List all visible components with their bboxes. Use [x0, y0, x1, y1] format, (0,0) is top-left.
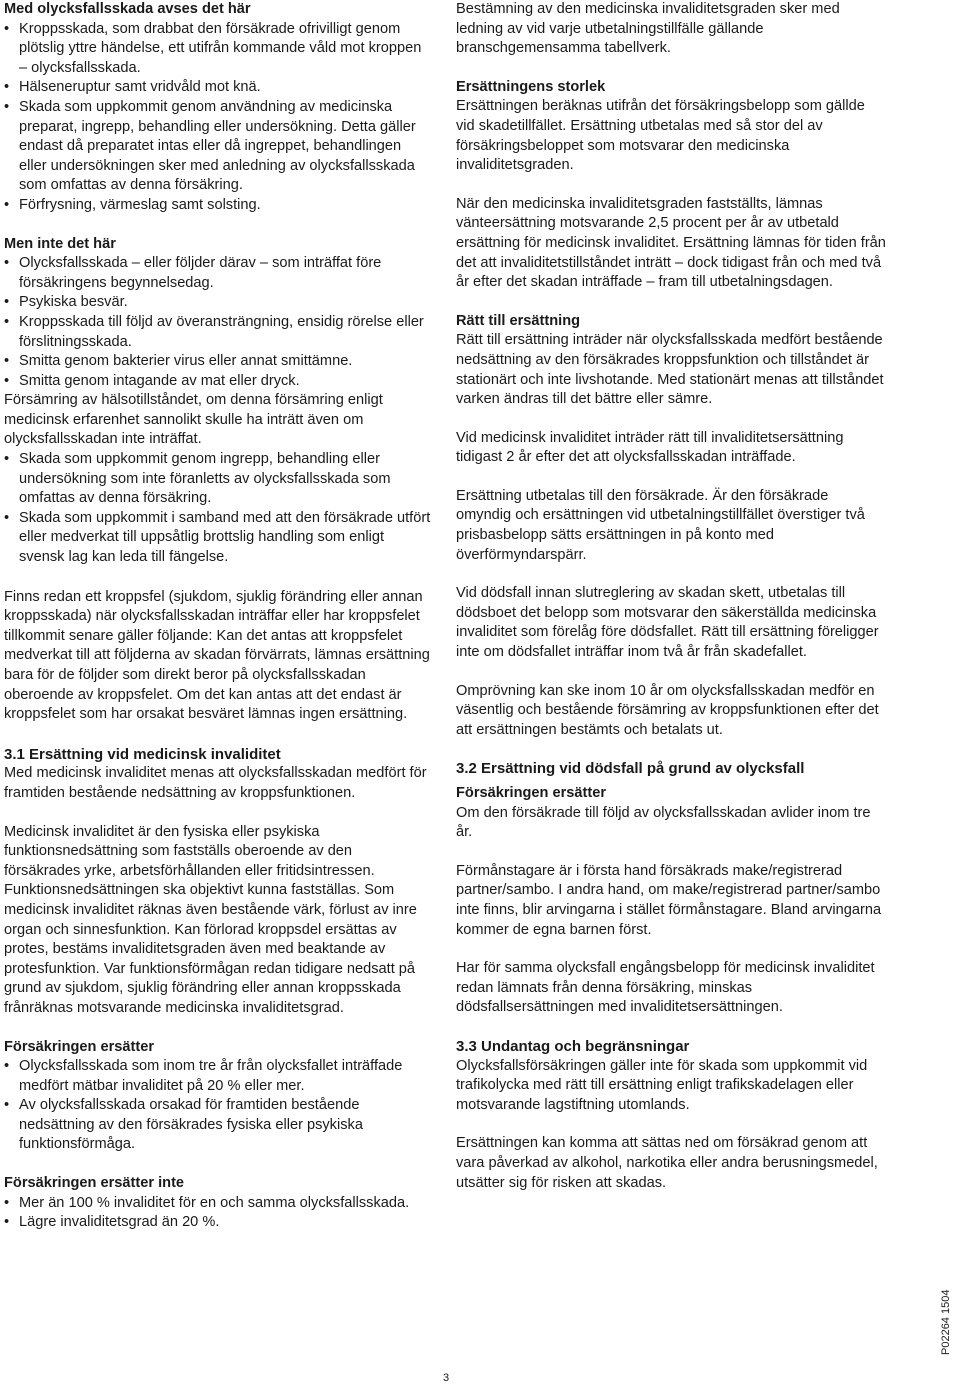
- not-covered-note: Försämring av hälsotillståndet, om denna försämring enligt medicinsk erfarenhet sannolikt skulle ha inträtt även om olycksfallsskadan inte inträffat.: [4, 392, 383, 448]
- section-3-1: [4, 745, 432, 1019]
- right-text: Rätt till ersättning inträder när olycksfallsskada medfört bestående nedsättning av den försäkrades kroppsfunktion och tillståndet är stationärt och inte livshotande. Med stationärt menas att tillståndet varken ändras till det bättre eller sämre.: [456, 332, 884, 408]
- list-item: • Skada som uppkommit genom ingrepp, behandling eller undersökning som inte föranletts av olycksfallsskada som omfattas av denna försäkring.: [4, 450, 432, 509]
- payout-text: Ersättning utbetalas till den försäkrade. Är den försäkrade omyndig och ersättningen vid utbetalningstillfället överstiger två prisbasbelopp sätts ersättningen in på konto med överförmyndarspärr.: [456, 487, 865, 563]
- preexisting-text: Finns redan ett kroppsfel (sjukdom, sjuklig förändring eller annan kroppsskada) när olycksfallsskadan inträffar eller har kroppsfelet tillkommit senare gäller följande: Kan det antas att kroppsfelet medverkat till att följderna av skadan förvärrats, lämnas ersättning bara för de följder som direkt beror på olycksfallsskadan oberoende av kroppsfelet. Om det kan antas att det endast är kroppsfelet som har orsakat besväret lämnas ingen ersättning.: [4, 588, 430, 723]
- preexisting-section: [4, 588, 432, 725]
- insurer-pays-heading: Försäkringen ersätter: [4, 1038, 155, 1055]
- section-3-2-heading: 3.2 Ersättning vid dödsfall på grund av olycksfall: [456, 760, 805, 778]
- not-covered-heading: Men inte det här: [4, 235, 116, 252]
- section-3-1-text: Med medicinsk invaliditet menas att olycksfallsskadan medfört för framtiden bestående nedsättning av kroppsfunktionen.: [4, 765, 427, 801]
- covered-heading: Med olycksfallsskada avses det här: [4, 1, 251, 17]
- section-3-3: [456, 1037, 886, 1193]
- covered-list: [4, 20, 432, 216]
- amount-heading: Ersättningens storlek: [456, 78, 606, 95]
- deduction-text: Har för samma olycksfall engångsbelopp för medicinsk invaliditet redan lämnats från denna försäkring, minskas dödsfallsersättningen med invaliditetsersättningen.: [456, 960, 875, 1016]
- section-3-3-text: Olycksfallsförsäkringen gäller inte för skada som uppkommit vid trafikolycka med rätt till ersättning enligt trafikskadelagen eller motsvarande lagstiftning utomlands.: [456, 1057, 868, 1113]
- section-3-2-text: Om den försäkrade till följd av olycksfallsskadan avlider inom tre år.: [456, 804, 871, 841]
- insurer-not-pays-section: [4, 1174, 432, 1233]
- amount-text: Ersättningen beräknas utifrån det försäkringsbelopp som gällde vid skadetillfället. Ersättning utbetalas med så stor del av försäkringsbeloppet som motsvarar den medicinska invaliditetsgraden.: [456, 98, 865, 174]
- insurer-pays-list: [4, 1057, 432, 1155]
- list-item: • Kroppsskada, som drabbat den försäkrade ofrivilligt genom plötslig yttre händelse, ett utifrån kommande våld mot kroppen – olycksfallsskada.: [4, 20, 432, 79]
- reduction-text: Ersättningen kan komma att sättas ned om försäkrad genom att vara påverkad av alkohol, narkotika eller andra berusningsmedel, utsätter sig för risken att skadas.: [456, 1135, 878, 1191]
- list-item: • Hälseneruptur samt vridvåld mot knä.: [4, 78, 432, 98]
- list-item: • Smitta genom intagande av mat eller dryck.: [4, 372, 432, 392]
- death-before-text: Vid dödsfall innan slutreglering av skadan skett, utbetalas till dödsboet det belopp som motsvarar den säkerställda medicinska invaliditet som förelåg före dödsfallet. Rätt till ersättning föreligger inte om dödsfallet inträffar inom två år från skadefallet.: [456, 585, 879, 661]
- review-text: Omprövning kan ske inom 10 år om olycksfallsskadan medför en väsentlig och bestående försämring av kroppsfunktionen efter det att ersättningen bestämts och betalats ut.: [456, 682, 879, 738]
- definition-text: Medicinsk invaliditet är den fysiska eller psykiska funktionsnedsättning som fastställs oberoende av den försäkrades yrke, arbetsförhållanden eller fritidsintressen. Funktionsnedsättningen ska objektivt kunna fastställas. Som medicinsk invaliditet räknas även bestående värk, förlust av inre organ och sinnesfunktion. Kan förlorad kroppsdel ersättas av protes, bestäms invaliditetsgraden även med beaktande av protesfunktion. Var funktionsförmågan redan tidigare nedsatt på grund av sjukdom, sjuklig förändring eller annan kroppsskada frånräknas motsvarande medicinska invaliditetsgrad.: [4, 823, 417, 1016]
- insurer-not-pays-list: [4, 1194, 432, 1233]
- list-item: • Av olycksfallsskada orsakad för framtiden bestående nedsättning av den försäkrades fysiska eller psykiska funktionsförmåga.: [4, 1096, 432, 1155]
- earliest-text: Vid medicinsk invaliditet inträder rätt till invaliditetsersättning tidigast 2 år efter det att olycksfallsskadan inträffade.: [456, 429, 844, 466]
- list-item: • Förfrysning, värmeslag samt solsting.: [4, 196, 432, 216]
- section-3-1-heading: 3.1 Ersättning vid medicinsk invaliditet: [4, 745, 281, 763]
- determination-section: [456, 0, 886, 59]
- amount-section: [456, 78, 886, 293]
- determination-text: Bestämning av den medicinska invaliditetsgraden sker med ledning av vid varje utbetalningstillfälle gällande branschgemensamma tabellverk.: [456, 1, 840, 57]
- list-item: • Skada som uppkommit genom användning av medicinska preparat, ingrepp, behandling eller undersökning. Detta gäller endast då preparatet intas eller då ingreppet, behandlingen eller undersökningen sker med anledning av olycksfallsskada som omfattas av denna försäkring.: [4, 98, 432, 196]
- right-to-compensation-section: [456, 312, 886, 741]
- list-item: • Mer än 100 % invaliditet för en och samma olycksfallsskada.: [4, 1194, 432, 1214]
- list-item: • Kroppsskada till följd av överansträngning, ensidig rörelse eller förslitningsskada.: [4, 313, 432, 352]
- not-covered-list: [4, 254, 432, 391]
- insurer-not-pays-heading: Försäkringen ersätter inte: [4, 1175, 185, 1192]
- waiting-text: När den medicinska invaliditetsgraden fastställts, lämnas vänteersättning motsvarande 2,5 procent per år av utbetald ersättning för medicinsk invaliditet. Ersättning lämnas för tiden från det att invaliditetstillståndet inträtt – dock tidigast från och med två år efter det skadan inträffade – fram till utbetalningsdagen.: [456, 195, 886, 291]
- list-item: • Olycksfallsskada som inom tre år från olycksfallet inträffade medfört mätbar invaliditet på 20 % eller mer.: [4, 1057, 432, 1096]
- list-item: • Skada som uppkommit i samband med att den försäkrade utfört eller medverkat till uppsåtlig brottslig handling som enligt svensk lag kan leda till fängelse.: [4, 509, 432, 568]
- not-covered-section: [4, 235, 432, 568]
- left-column: [4, 0, 432, 1233]
- insurer-pays-section: [4, 1038, 432, 1156]
- list-item: • Psykiska besvär.: [4, 293, 432, 313]
- list-item: • Smitta genom bakterier virus eller annat smittämne.: [4, 352, 432, 372]
- list-item: • Olycksfallsskada – eller följder därav – som inträffat före försäkringens begynnelsedag.: [4, 254, 432, 293]
- section-3-2: [456, 759, 886, 1018]
- not-covered-list-continued: [4, 450, 432, 568]
- covered-section: [4, 0, 432, 216]
- section-3-3-heading: 3.3 Undantag och begränsningar: [456, 1037, 690, 1055]
- right-column: [456, 0, 886, 1193]
- page-number: 3: [443, 1372, 450, 1384]
- section-3-2-subheading: Försäkringen ersätter: [456, 785, 607, 801]
- beneficiary-text: Förmånstagare är i första hand försäkrads make/registrerad partner/sambo. I andra hand, om make/registrerad partner/sambo inte finns, blir arvingarna i stället förmånstagare. Bland arvingarna kommer de egna barnen först.: [456, 862, 882, 938]
- document-id: P02264 1504: [940, 1289, 952, 1355]
- right-heading: Rätt till ersättning: [456, 312, 581, 329]
- list-item: • Lägre invaliditetsgrad än 20 %.: [4, 1213, 432, 1233]
